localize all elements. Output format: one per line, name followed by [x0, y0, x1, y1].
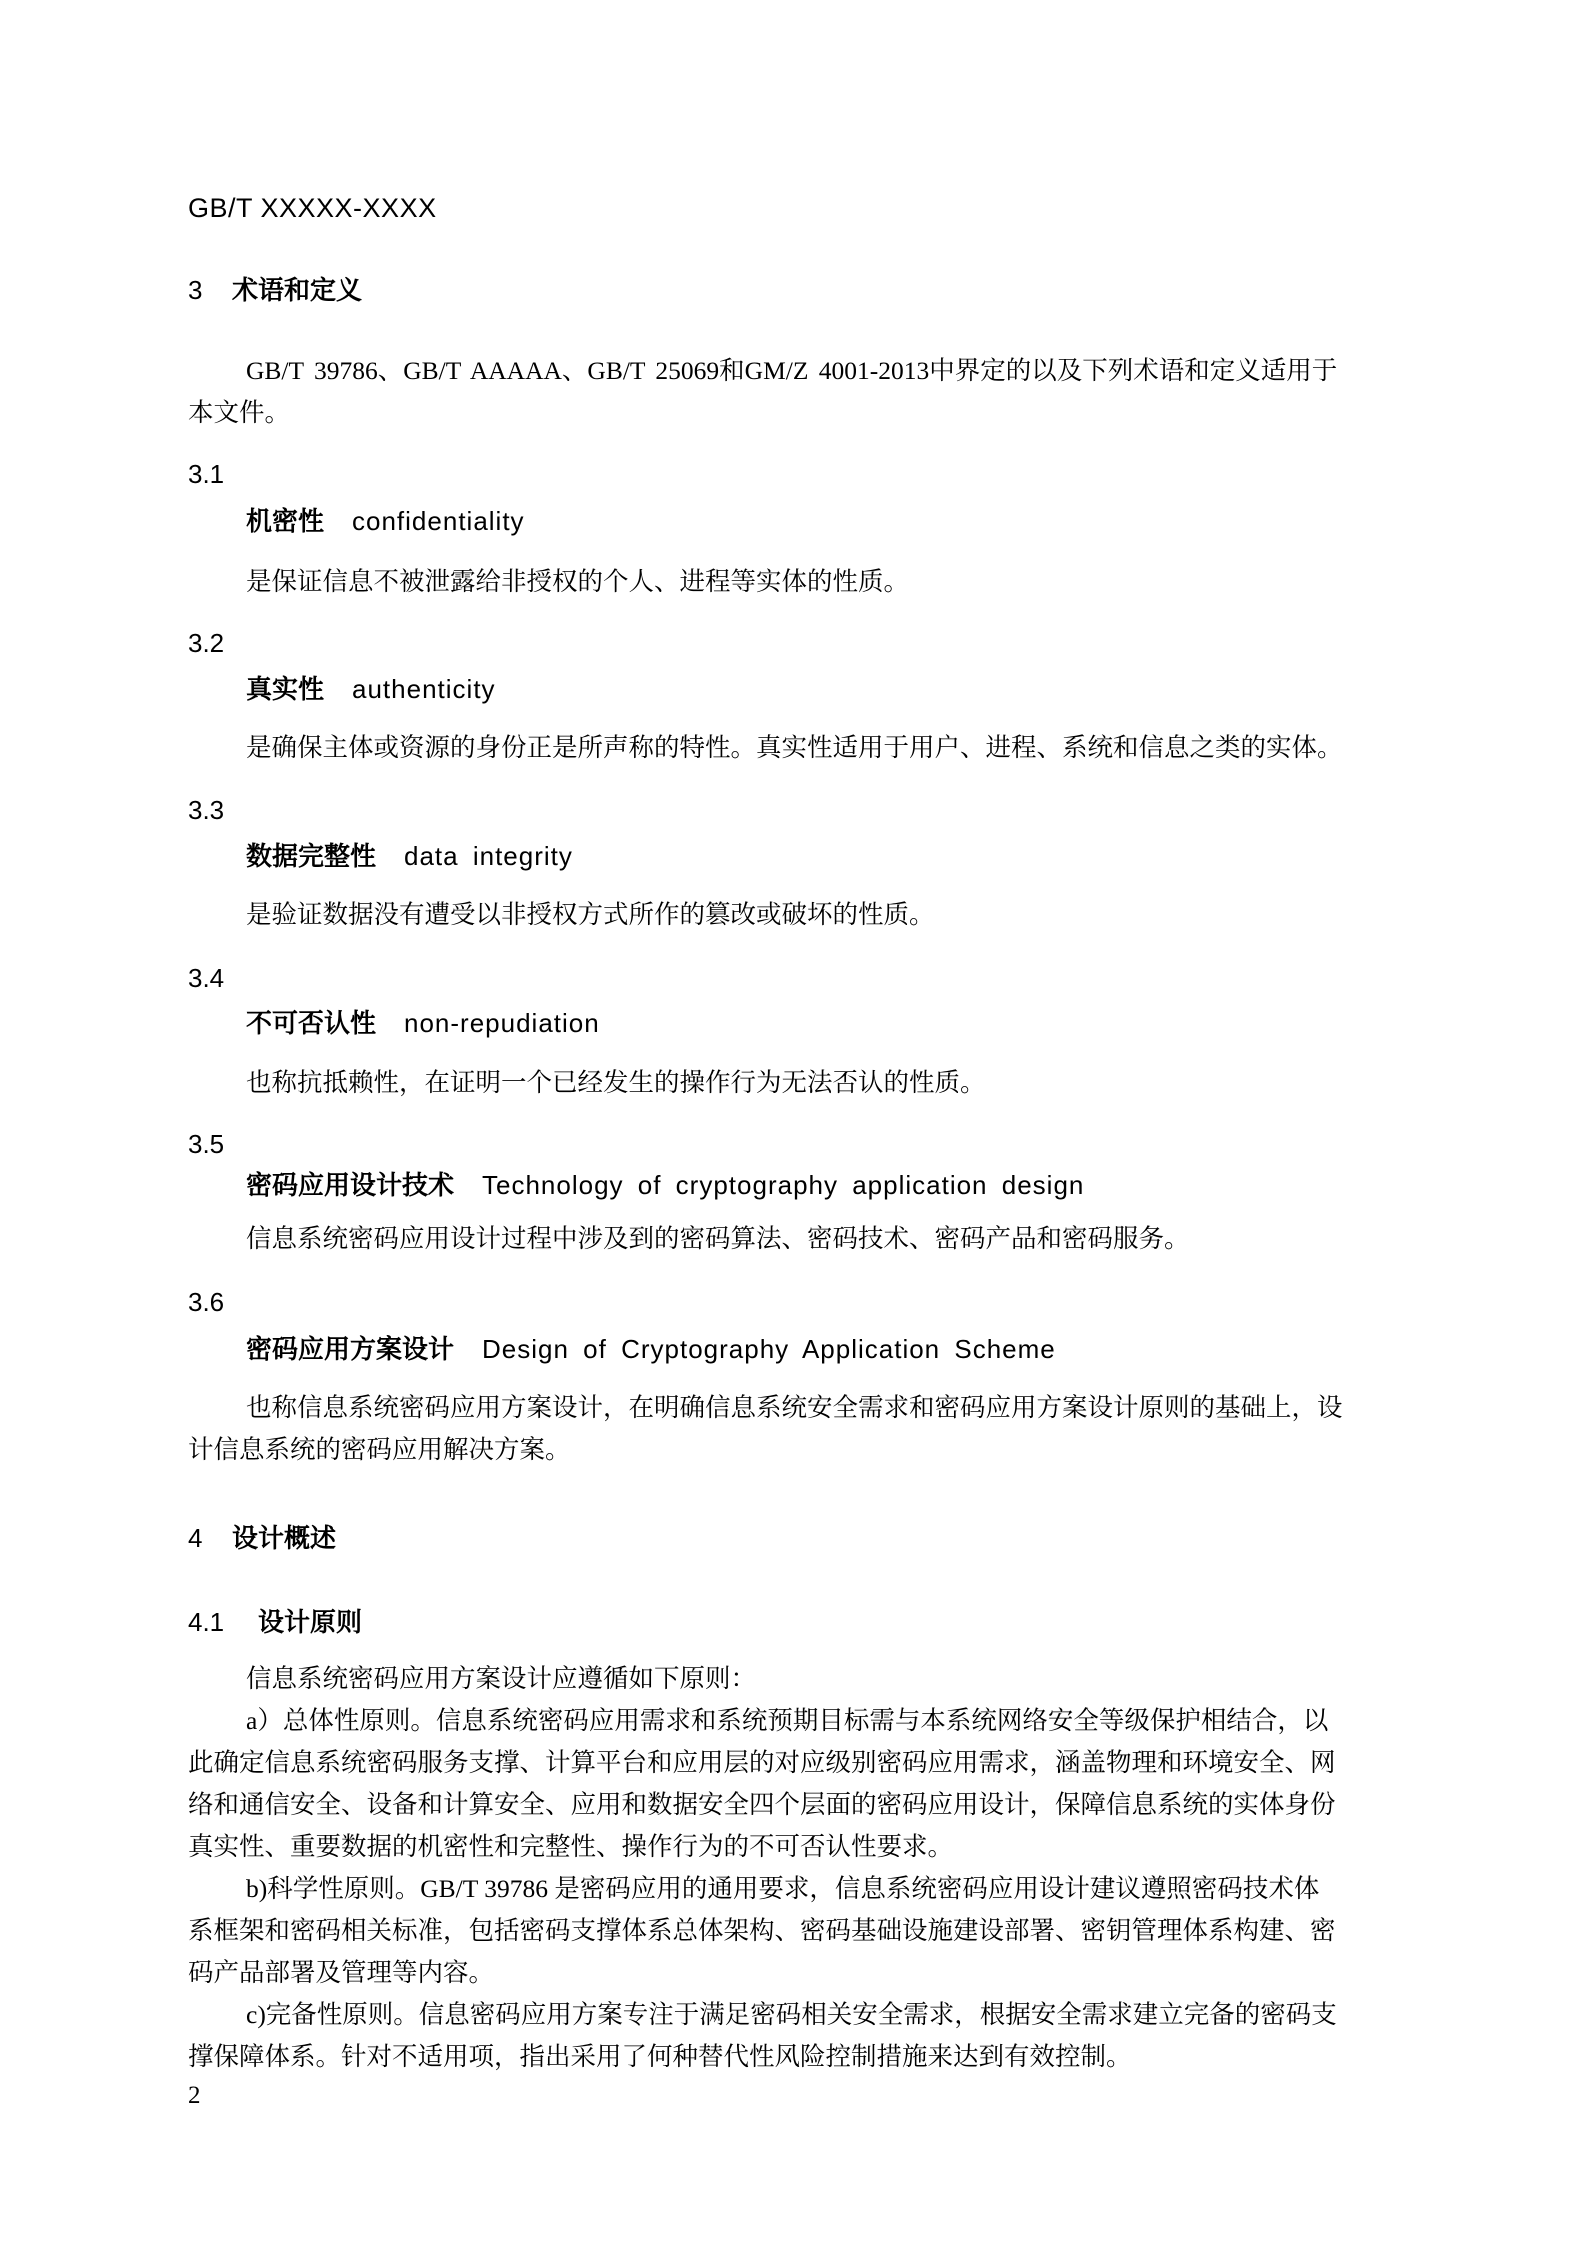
term-zh: 密码应用方案设计 [246, 1334, 455, 1364]
term-heading-crypto-app-scheme-design [246, 1329, 1056, 1366]
term-zh: 数据完整性 [246, 841, 377, 871]
intro-line: GB/T 39786、GB/T AAAAA、GB/T 25069和GM/Z 4001-2013中界定的以及下列术语和定义适用于 [246, 356, 1338, 385]
term-heading-confidentiality [246, 501, 525, 538]
term-zh: 机密性 [246, 506, 325, 536]
term-zh: 密码应用设计技术 [246, 1170, 455, 1200]
term-heading-non-repudiation [246, 1003, 600, 1040]
page-number: 2 [188, 2082, 201, 2109]
term-en: Technology of cryptography application design [482, 1170, 1085, 1200]
design-principles-body [188, 1658, 1440, 2078]
section-3-intro [188, 350, 1440, 434]
term-definition: 是保证信息不被泄露给非授权的个人、进程等实体的性质。 [246, 567, 910, 596]
section-title: 术语和定义 [232, 275, 363, 305]
term-en: Design of Cryptography Application Scheme [482, 1334, 1056, 1364]
term-number: 3.1 [188, 459, 225, 489]
term-number: 3.3 [188, 795, 225, 825]
principle-a-line: a）总体性原则。信息系统密码应用需求和系统预期目标需与本系统网络安全等级保护相结合，以 [246, 1706, 1329, 1735]
principle-b-line: 码产品部署及管理等内容。 [188, 1958, 495, 1987]
principle-a-line: 此确定信息系统密码服务支撑、计算平台和应用层的对应级别密码应用需求，涵盖物理和环境安全、网 [188, 1748, 1336, 1777]
section-number: 3 [188, 275, 203, 305]
section-3-heading [188, 270, 362, 307]
principles-intro: 信息系统密码应用方案设计应遵循如下原则： [246, 1664, 757, 1693]
subsection-4-1-heading [188, 1602, 362, 1639]
term-definition: 信息系统密码应用设计过程中涉及到的密码算法、密码技术、密码产品和密码服务。 [246, 1224, 1190, 1253]
term-definition: 是验证数据没有遭受以非授权方式所作的篡改或破坏的性质。 [246, 900, 935, 929]
term-en: non-repudiation [404, 1008, 600, 1038]
term-number: 3.5 [188, 1129, 225, 1159]
standard-id-header: GB/T XXXXX-XXXX [188, 193, 437, 223]
term-number: 3.2 [188, 628, 225, 658]
term-number: 3.6 [188, 1287, 225, 1317]
subsection-number: 4.1 [188, 1607, 225, 1637]
section-4-heading [188, 1518, 336, 1555]
section-number: 4 [188, 1523, 203, 1553]
term-definition: 也称抗抵赖性，在证明一个已经发生的操作行为无法否认的性质。 [246, 1068, 986, 1097]
term-en: data integrity [404, 841, 573, 871]
term-zh: 真实性 [246, 674, 325, 704]
intro-line: 本文件。 [188, 398, 291, 427]
subsection-title: 设计原则 [258, 1607, 363, 1637]
term-number: 3.4 [188, 963, 225, 993]
principle-b-line: b)科学性原则。GB/T 39786 是密码应用的通用要求，信息系统密码应用设计建议遵照密码技术体 [246, 1874, 1320, 1903]
term-zh: 不可否认性 [246, 1008, 377, 1038]
principle-a-line: 真实性、重要数据的机密性和完整性、操作行为的不可否认性要求。 [188, 1832, 954, 1861]
term-heading-authenticity [246, 669, 496, 706]
principle-c-line: 撑保障体系。针对不适用项，指出采用了何种替代性风险控制措施来达到有效控制。 [188, 2042, 1132, 2071]
section-title: 设计概述 [232, 1523, 337, 1553]
term-heading-data-integrity [246, 836, 573, 873]
definition-line: 计信息系统的密码应用解决方案。 [188, 1435, 571, 1464]
definition-line: 也称信息系统密码应用方案设计，在明确信息系统安全需求和密码应用方案设计原则的基础上，设 [246, 1393, 1343, 1422]
principle-b-line: 系框架和密码相关标准，包括密码支撑体系总体架构、密码基础设施建设部署、密钥管理体系构建、密 [188, 1916, 1336, 1945]
term-definition: 是确保主体或资源的身份正是所声称的特性。真实性适用于用户、进程、系统和信息之类的实体。 [246, 733, 1343, 762]
principle-a-line: 络和通信安全、设备和计算安全、应用和数据安全四个层面的密码应用设计，保障信息系统的实体身份 [188, 1790, 1336, 1819]
term-heading-crypto-app-design-tech [246, 1165, 1084, 1202]
term-en: confidentiality [352, 506, 525, 536]
term-en: authenticity [352, 674, 496, 704]
principle-c-line: c)完备性原则。信息密码应用方案专注于满足密码相关安全需求，根据安全需求建立完备的密码支 [246, 2000, 1337, 2029]
term-definition [188, 1387, 1440, 1471]
